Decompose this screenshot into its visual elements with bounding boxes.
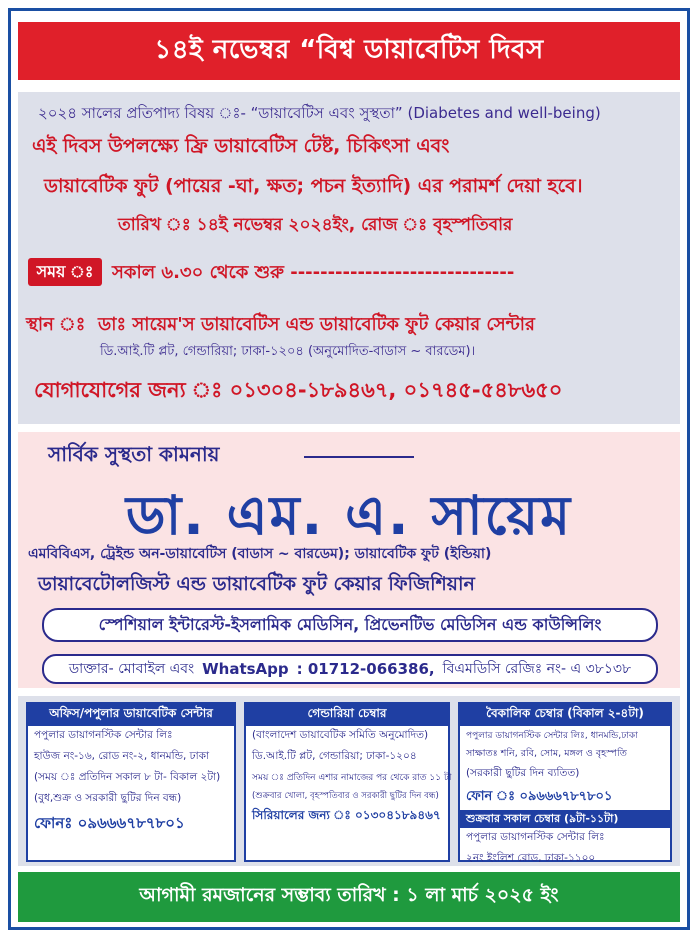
gendaria-phone: সিরিয়ালের জন্য ঃ ০১৩০৪১৮৯৪৬৭ [252,808,441,822]
time-label: সময় ঃ [28,258,102,286]
office-line4: (বুধ,শুক্র ও সরকারী ছুটির দিন বন্ধ) [34,792,182,804]
chambers-panel [18,696,680,866]
evening-line3: (সরকারী ছুটির দিন ব্যতিত) [466,767,580,779]
ramadan-banner: আগামী রমজানের সম্ভাব্য তারিখ : ১ লা মার্চ ২০২৫ ইং [18,872,680,922]
whatsapp-label: WhatsApp [202,660,289,678]
place-name: ডাঃ সায়েম'স ডায়াবেটিস এন্ড ডায়াবেটিক ফুট কেয়ার সেন্টার [98,314,535,335]
mobile-number: : 01712-066386, [296,660,435,678]
evening-line2: সাক্ষাতঃ শনি, রবি, সোম, মঙ্গল ও বৃহস্পতি [466,748,627,759]
gendaria-line3: সময় ঃ প্রতিদিন এশার নামাজের পর থেকে রাত ১১ টা [252,773,452,783]
time-value: সকাল ৬.৩০ থেকে শুরু ------------------------------ [112,262,515,283]
gendaria-line2: ডি.আই.টি প্লট, গেন্ডারিয়া; ঢাকা-১২০৪ [252,750,417,762]
office-chamber-box [26,702,236,862]
wish-text: সার্বিক সুস্থতা কামনায় [48,442,220,466]
event-panel [18,92,680,424]
evening-phone: ফোন ঃ ০৯৬৬৬৭৮৭৮০১ [466,789,613,804]
event-headline-line2: ডায়াবেটিক ফুট (পায়ের -ঘা, ক্ষত; পচন ইত্যাদি) এর পরামর্শ দেয়া হবে। [44,175,583,197]
evening-line1: পপুলার ডায়াগনস্টিক সেন্টার লিঃ, ধানমন্ডি,ঢাকা [466,731,638,741]
place-address: ডি.আই.টি প্লট, গেন্ডারিয়া; ঢাকা-১২০৪ (অনুমোদিত-বাডাস ~ বারডেম)। [100,344,476,359]
office-line2: হাউজ নং-১৬, রোড নং-২, ধানমন্ডি, ঢাকা [34,750,210,762]
banner-title: ১৪ই নভেম্বর “বিশ্ব ডায়াবেটিস দিবস [18,22,680,80]
bmdc-registration: বিএমডিসি রেজিঃ নং- এ ৩৮১৩৮ [442,661,632,677]
friday-line2: ২নং ইংলিশ রোড, ঢাকা-১১০০ [466,852,596,864]
contact-numbers: যোগাযোগের জন্য ঃ ০১৩০৪-১৮৯৪৬৭, ০১৭৪৫-৫৪৮৬৫০ [34,378,563,402]
friday-chamber-title: শুক্রবার সকাল চেম্বার (৯টা-১১টা) [460,810,670,828]
event-date: তারিখ ঃ ১৪ই নভেম্বর ২০২৪ইং, রোজ ঃ বৃহস্পতিবার [118,215,513,235]
special-interest-box: স্পেশিয়াল ইন্টারেস্ট-ইসলামিক মেডিসিন, প্রিভেনটিভ মেডিসিন এন্ড কাউন্সিলিং [42,608,658,642]
office-line1: পপুলার ডায়াগনস্টিক সেন্টার লিঃ [34,729,173,741]
gendaria-line4: (শুক্রবার খোলা, বৃহস্পতিবার ও সরকারী ছুটির দিন বন্ধ) [252,791,439,801]
office-line3: (সময় ঃ প্রতিদিন সকাল ৮ টা- বিকাল ২টা) [34,771,221,783]
doctor-qualifications: এমবিবিএস, ট্রেইন্ড অন-ডায়াবেটিস (বাডাস ~ বারডেম); ডায়াবেটিক ফুট (ইন্ডিয়া) [28,546,492,562]
office-chamber-title: অফিস/পপুলার ডায়াবেটিক সেন্টার [28,704,234,726]
friday-line1: পপুলার ডায়াগনস্টিক সেন্টার লিঃ [466,831,605,843]
evening-chamber-box [458,702,672,862]
wish-underline [304,456,414,458]
gendaria-chamber-box [244,702,450,862]
event-theme: ২০২৪ সালের প্রতিপাদ্য বিষয় ঃ- “ডায়াবেটিস এবং সুস্থতা” (Diabetes and well-being) [38,104,601,122]
mobile-box [42,654,658,684]
doctor-specialty: ডায়াবেটোলজিস্ট এন্ড ডায়াবেটিক ফুট কেয়ার ফিজিশিয়ান [38,573,475,595]
mobile-label: ডাক্তার- মোবাইল এবং [68,661,195,677]
evening-chamber-title: বৈকালিক চেম্বার (বিকাল ২-৪টা) [460,704,670,726]
gendaria-chamber-title: গেন্ডারিয়া চেম্বার [246,704,448,726]
place-label: স্থান ঃ [26,314,86,335]
doctor-name: ডা. এম. এ. সায়েম [125,484,573,547]
doctor-panel [18,432,680,688]
office-phone: ফোনঃ ০৯৬৬৬৭৮৭৮০১ [34,814,185,832]
gendaria-line1: (বাংলাদেশ ডায়াবেটিক সমিতি অনুমোদিত) [252,729,429,741]
event-headline-line1: এই দিবস উপলক্ষ্যে ফ্রি ডায়াবেটিস টেষ্ট, চিকিৎসা এবং [32,135,450,157]
